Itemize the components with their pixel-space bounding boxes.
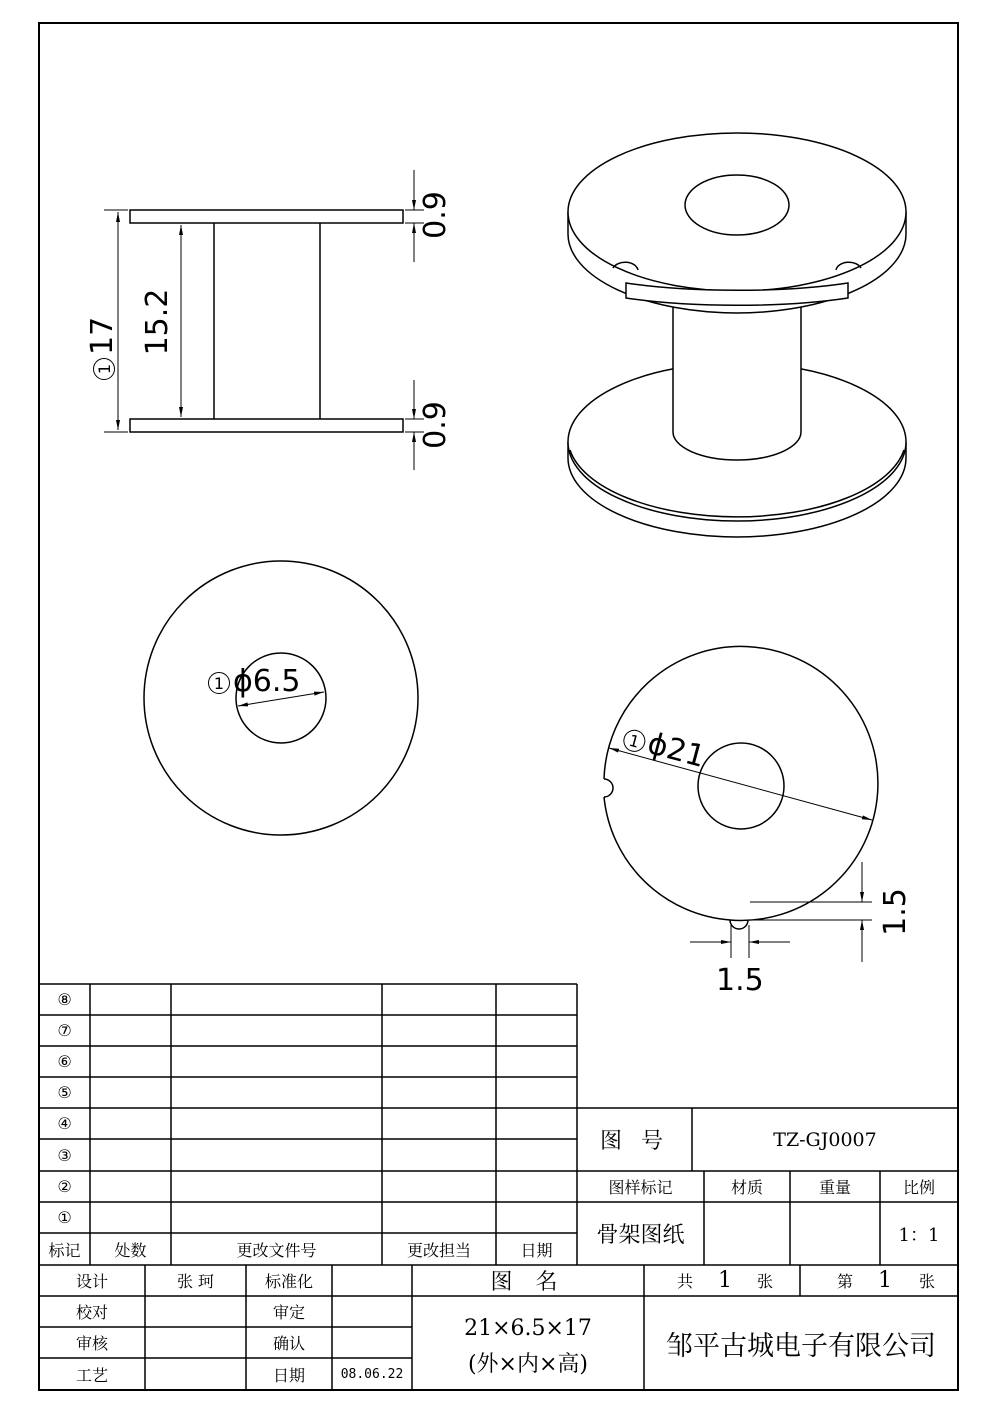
isometric-view: [568, 133, 906, 537]
marker-circle: 1: [208, 672, 230, 694]
sheet-label: 第: [836, 1272, 853, 1291]
dim-label-0-9-top: [418, 189, 455, 241]
dim-label-slot-width: [716, 963, 764, 998]
part-name-line1: 21×6.5×17: [464, 1315, 592, 1341]
review-label: 审核: [75, 1334, 108, 1353]
dim-value-17: 17: [85, 316, 120, 355]
company-name: 邹平古城电子有限公司: [666, 1330, 936, 1362]
rev-marker-6: ⑥: [57, 1052, 72, 1071]
rev-marker-7: ⑦: [57, 1021, 72, 1040]
rev-marker-8: ⑧: [57, 990, 72, 1009]
standardize-label: 标准化: [264, 1272, 313, 1291]
bottom-view-outer-circle: [604, 646, 878, 929]
dim-value-inner-diameter: ϕ6.5: [233, 664, 301, 699]
dim-value-slot-width: 1.5: [716, 963, 764, 998]
sample-mark-label: 图样标记: [608, 1178, 673, 1197]
dim-value-0-9-bottom: 0.9: [418, 401, 453, 449]
sheet-no: 1: [878, 1268, 892, 1293]
total-label: 共: [676, 1272, 693, 1291]
drawing-no: TZ-GJ0007: [773, 1128, 877, 1151]
dim-label-slot-depth: [878, 882, 915, 942]
rev-marker-4: ④: [57, 1114, 72, 1133]
dim-value-slot-depth: 1.5: [878, 888, 913, 936]
process-label: 工艺: [75, 1365, 108, 1385]
rev-marker-2: ②: [57, 1177, 72, 1196]
date-value: 08.06.22: [340, 1366, 404, 1382]
name-label: 图 名: [490, 1270, 566, 1295]
confirm-label: 确认: [272, 1334, 305, 1353]
material-label: 材质: [730, 1178, 763, 1197]
dim-value-15-2: 15.2: [140, 288, 175, 356]
dim-label-0-9-bottom: [418, 399, 455, 451]
bottom-view-inner-circle: [698, 743, 784, 829]
drawing-title: 骨架图纸: [596, 1223, 685, 1248]
scale-value: 1：1: [898, 1224, 940, 1246]
marker-circle: 1: [621, 727, 648, 754]
total-sheets: 1: [718, 1268, 732, 1293]
weight-label: 重量: [818, 1178, 851, 1197]
sheet-unit-total: 张: [756, 1272, 773, 1291]
dim-label-inner-diameter: [208, 664, 301, 699]
iso-core-tube: [673, 300, 801, 460]
rev-header-owner: 更改担当: [406, 1240, 471, 1260]
part-name-line2: (外×内×高): [467, 1351, 589, 1377]
scale-label: 比例: [902, 1178, 935, 1197]
drawing-no-label: 图 号: [600, 1129, 669, 1154]
rev-marker-5: ⑤: [57, 1083, 72, 1102]
marker-circle: 1: [93, 358, 115, 380]
top-flange: [130, 210, 403, 223]
rev-header-doc-no: 更改文件号: [236, 1240, 317, 1260]
rev-marker-3: ③: [57, 1145, 72, 1165]
rev-header-mark: 标记: [48, 1240, 81, 1260]
rev-header-date: 日期: [520, 1240, 553, 1260]
bottom-flange: [130, 419, 403, 432]
dim-value-outer-diameter: ϕ21: [643, 726, 709, 775]
dim-label-15-2: [140, 280, 177, 364]
rev-header-count: 处数: [114, 1240, 147, 1260]
sheet-unit: 张: [918, 1272, 935, 1291]
designer-name: 张 珂: [176, 1272, 215, 1291]
check-label: 校对: [75, 1303, 108, 1322]
dim-label-17: [85, 290, 122, 380]
bottom-view: [604, 646, 878, 962]
date-label: 日期: [272, 1365, 305, 1385]
revision-table: [39, 984, 577, 1265]
approve-label: 审定: [272, 1303, 305, 1322]
dim-value-0-9-top: 0.9: [418, 191, 453, 239]
rev-marker-1: ①: [57, 1208, 72, 1227]
design-label: 设计: [75, 1272, 108, 1291]
